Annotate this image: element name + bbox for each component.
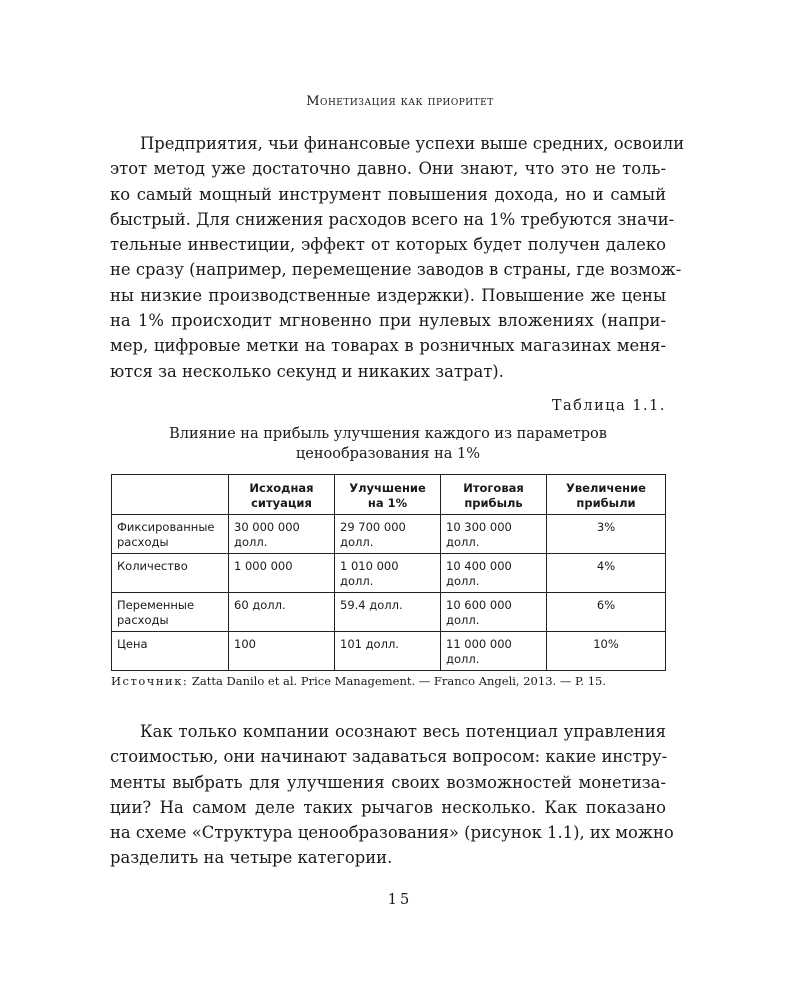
table-row [112,515,666,554]
header-improvement: Улучшение на 1% [335,475,441,515]
source-label: Источник: [111,674,189,688]
cell-increase: 4% [547,554,666,593]
header-empty [112,475,229,515]
table-header-row [112,475,666,515]
paragraph-2 [110,719,674,871]
cell-improved: 29 700 000 долл. [335,515,441,554]
source-text: Zatta Danilo et al. Price Management. — Franco Angeli, 2013. — P. 15. [188,674,606,688]
text-line: менты выбрать для улучшения своих возможностей монетиза- [110,772,666,792]
header-result: Итоговая прибыль [441,475,547,515]
table-row [112,593,666,632]
cell-increase: 10% [547,632,666,671]
header-increase: Увеличение прибыли [547,475,666,515]
table-title-line: Влияние на прибыль улучшения каждого из параметров [169,426,607,442]
table-title [110,424,666,464]
cell-result: 10 400 000 долл. [441,554,547,593]
text-line: Как только компании осознают весь потенциал управления [140,722,666,741]
text-line: ции? На самом деле таких рычагов несколько. Как показано [110,797,666,817]
page-number: 15 [387,892,413,908]
text-line: этот метод уже достаточно давно. Они знают, что это не толь- [110,159,666,179]
table-title-line: ценообразования на 1% [295,446,481,462]
header-initial: Исходная ситуация [229,475,335,515]
paragraph-1 [110,131,685,384]
text-line: на схеме «Структура ценообразования» (рисунок 1.1), их можно [110,823,674,843]
cell-result: 10 300 000 долл. [441,515,547,554]
text-line: стоимостью, они начинают задаваться вопросом: какие инстру- [110,747,668,767]
cell-initial: 1 000 000 [229,554,335,593]
text-line: не сразу (например, перемещение заводов в страны, где возмож- [110,260,682,280]
cell-initial: 30 000 000 долл. [229,515,335,554]
text-line: тельные инвестиции, эффект от которых будет получен далеко [110,235,666,255]
cell-increase: 3% [547,515,666,554]
cell-initial: 60 долл. [229,593,335,632]
text-line: мер, цифровые метки на товарах в розничных магазинах меня- [110,336,666,356]
table-source [111,674,606,688]
row-label: Количество [112,554,229,593]
text-line: разделить на четыре категории. [110,848,393,868]
cell-improved: 101 долл. [335,632,441,671]
table-row [112,554,666,593]
text-line: ются за несколько секунд и никаких затрат). [110,361,504,381]
row-label: Переменные расходы [112,593,229,632]
text-line: ны низкие производственные издержки). Повышение же цены [110,285,666,305]
text-line: ко самый мощный инструмент повышения дохода, но и самый [110,184,666,204]
cell-initial: 100 [229,632,335,671]
profit-impact-table [111,474,666,671]
table-row [112,632,666,671]
cell-increase: 6% [547,593,666,632]
row-label: Цена [112,632,229,671]
cell-result: 11 000 000 долл. [441,632,547,671]
text-line: на 1% происходит мгновенно при нулевых вложениях (напри- [110,311,666,331]
table-label: Таблица 1.1. [551,398,666,414]
cell-improved: 1 010 000 долл. [335,554,441,593]
cell-result: 10 600 000 долл. [441,593,547,632]
row-label: Фиксированные расходы [112,515,229,554]
text-line: Предприятия, чьи финансовые успехи выше средних, освоили [140,134,685,153]
running-head: Монетизация как приоритет [306,94,494,109]
cell-improved: 59.4 долл. [335,593,441,632]
text-line: быстрый. Для снижения расходов всего на 1% требуются значи- [110,209,675,229]
